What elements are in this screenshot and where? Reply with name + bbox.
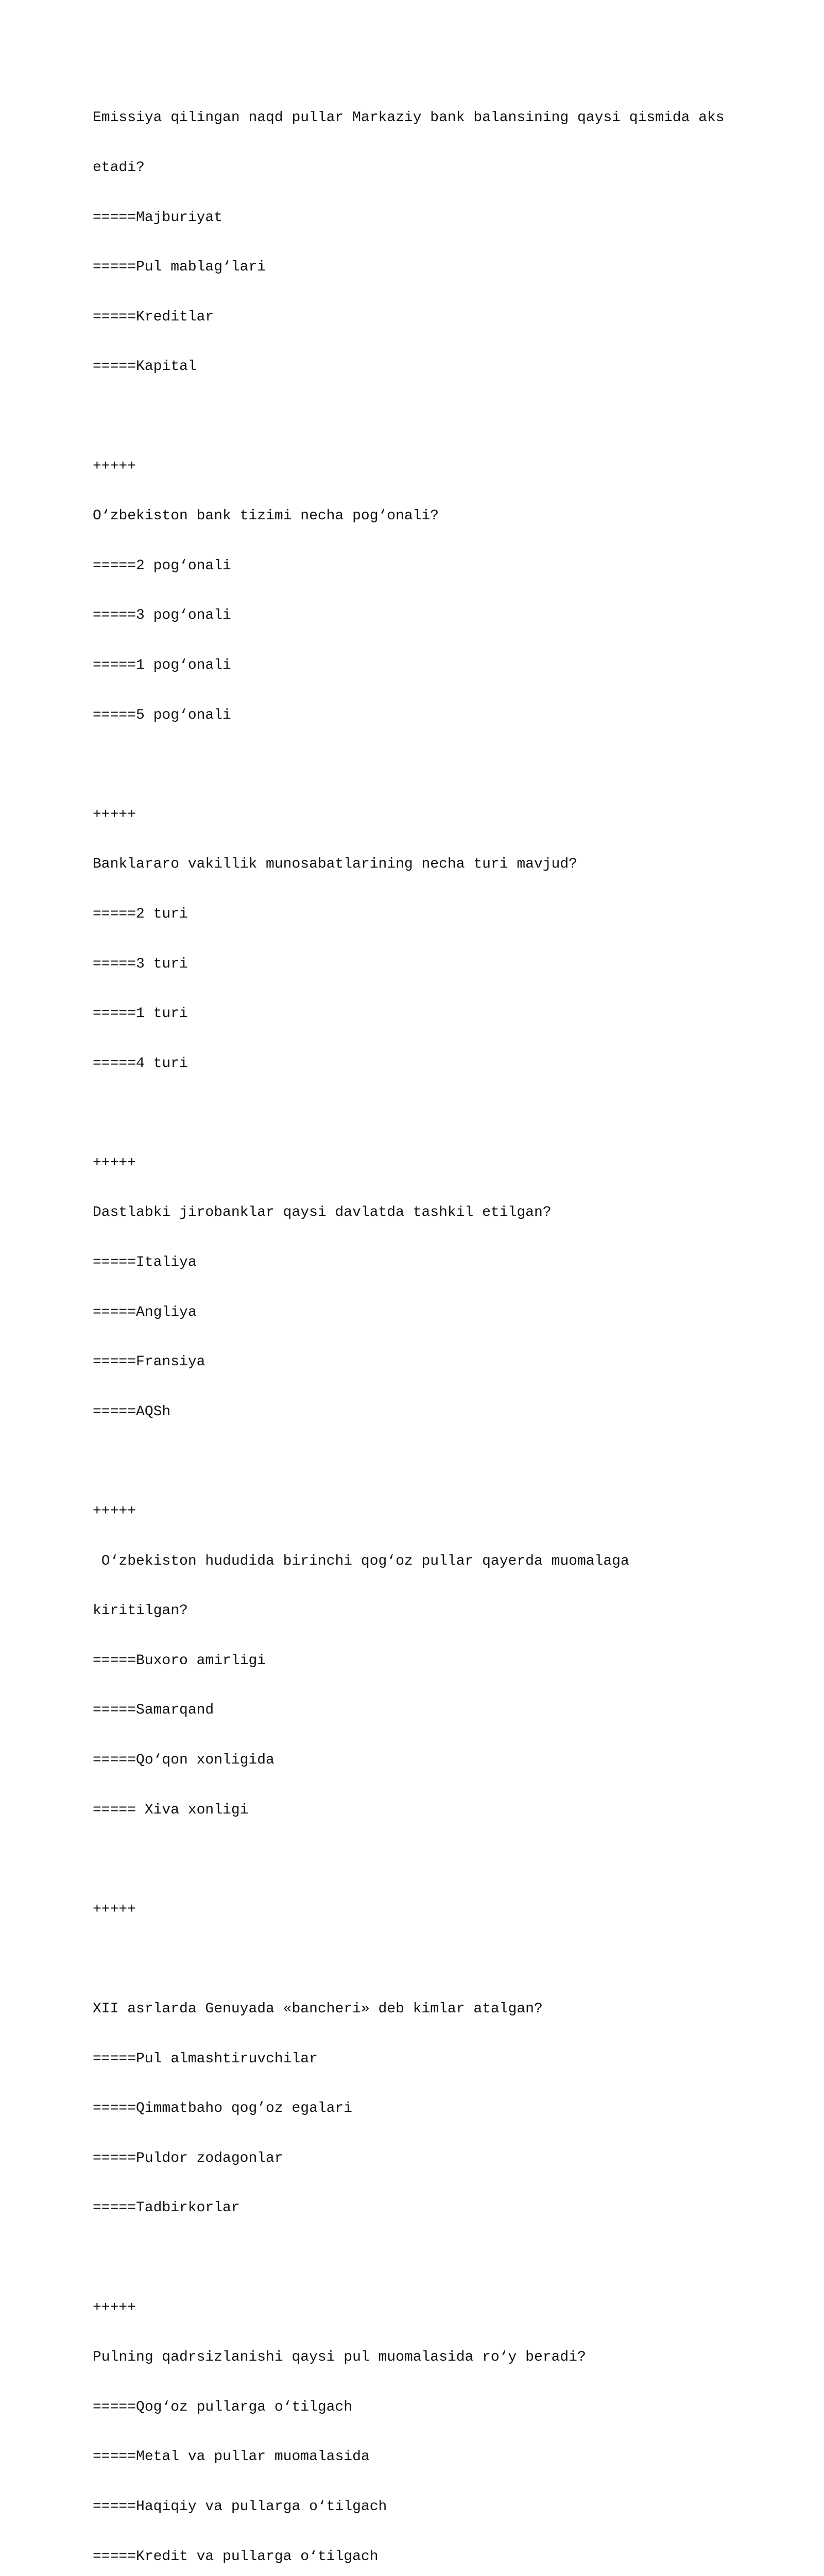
text-line: =====Italiya <box>93 1255 197 1271</box>
text-line: XII asrlarda Genuyada «bancheri» deb kimlar atalgan? <box>93 2001 543 2017</box>
text-line: =====Puldor zodagonlar <box>93 2150 283 2166</box>
text-line: =====Buxoro amirligi <box>93 1652 266 1669</box>
text-line: O‘zbekiston hududida birinchi qog‘oz pullar qayerda muomalaga <box>93 1553 629 1569</box>
text-line: +++++ <box>93 458 136 474</box>
text-line: =====Qog‘oz pullarga o‘tilgach <box>93 2399 353 2415</box>
text-line: +++++ <box>93 1503 136 1520</box>
text-line <box>93 2250 762 2266</box>
text-line: +++++ <box>93 1901 136 1918</box>
text-line: =====2 turi <box>93 906 188 922</box>
text-line: =====Tadbirkorlar <box>93 2200 240 2216</box>
text-line: =====Qo‘qon xonligida <box>93 1752 274 1768</box>
text-line: =====Pul mablag‘lari <box>93 259 266 276</box>
text-line: =====Pul almashtiruvchilar <box>93 2050 318 2067</box>
text-line: =====Samarqand <box>93 1702 214 1719</box>
text-line: Banklararo vakillik munosabatlarining necha turi mavjud? <box>93 856 577 873</box>
text-line: =====Fransiya <box>93 1354 205 1370</box>
text-line: +++++ <box>93 806 136 823</box>
text-line <box>93 757 762 773</box>
text-line: =====Angliya <box>93 1304 197 1320</box>
text-line: Dastlabki jirobanklar qaysi davlatda tashkil etilgan? <box>93 1205 552 1221</box>
text-line: =====Metal va pullar muomalasida <box>93 2449 370 2465</box>
text-line: +++++ <box>93 2299 136 2316</box>
text-line: =====Majburiyat <box>93 209 223 226</box>
text-line: etadi? <box>93 160 145 176</box>
text-line <box>93 1852 762 1868</box>
text-line: =====3 turi <box>93 956 188 972</box>
text-line: =====Kredit va pullarga o‘tilgach <box>93 2548 379 2565</box>
text-line: =====Kapital <box>93 359 197 375</box>
text-line: =====3 pog‘onali <box>93 607 231 624</box>
text-line <box>93 1453 762 1470</box>
text-line: =====5 pog‘onali <box>93 707 231 723</box>
text-line: =====AQSh <box>93 1403 171 1420</box>
text-line <box>93 1951 762 1968</box>
text-line: kiritilgan? <box>93 1603 188 1619</box>
text-line: =====1 turi <box>93 1006 188 1022</box>
text-line: Emissiya qilingan naqd pullar Markaziy bank balansining qaysi qismida aks <box>93 110 725 126</box>
text-line: ===== Xiva xonligi <box>93 1802 249 1818</box>
text-line <box>93 1105 762 1122</box>
text-line: =====4 turi <box>93 1055 188 1072</box>
text-line: =====1 pog‘onali <box>93 657 231 673</box>
text-line: =====Haqiqiy va pullarga o‘tilgach <box>93 2498 387 2515</box>
text-line: =====2 pog‘onali <box>93 557 231 574</box>
text-line: Pulning qadrsizlanishi qaysi pul muomalasida ro‘y beradi? <box>93 2349 586 2366</box>
text-line: O‘zbekiston bank tizimi necha pog‘onali? <box>93 508 439 524</box>
text-line: =====Kreditlar <box>93 309 214 325</box>
text-line: +++++ <box>93 1155 136 1171</box>
text-line <box>93 409 762 425</box>
document-text <box>93 77 762 2576</box>
text-line: =====Qimmatbaho qog’oz egalari <box>93 2100 353 2117</box>
